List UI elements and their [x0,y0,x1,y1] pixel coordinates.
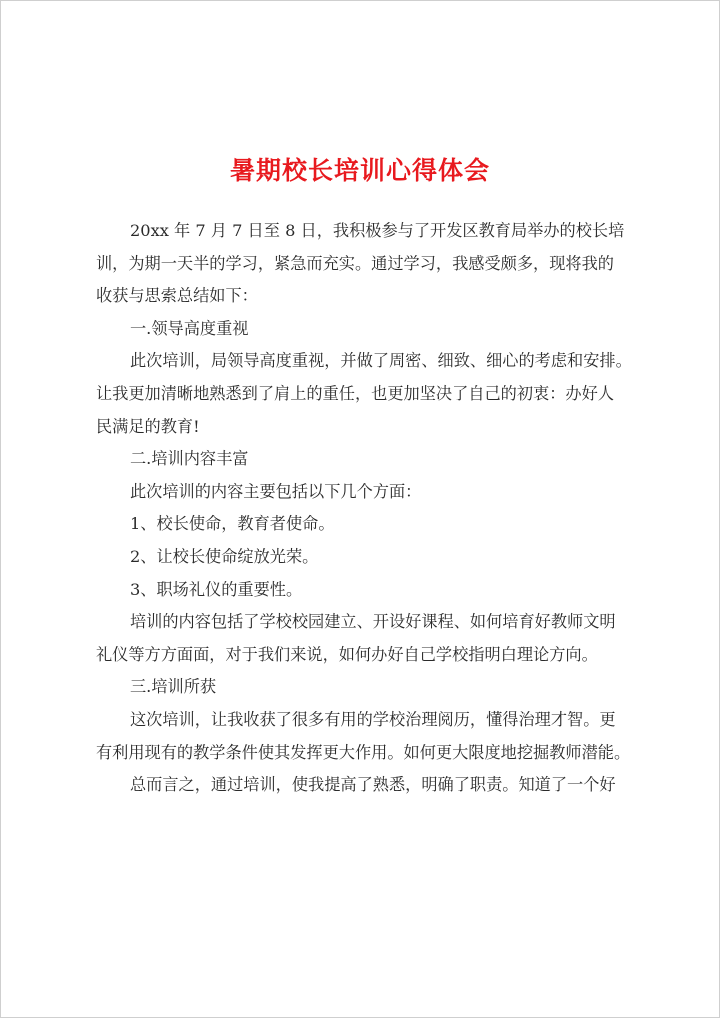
paragraph-intro [96,215,630,313]
document-body [96,215,630,802]
list-item-3: 3、职场礼仪的重要性。 [130,579,303,599]
text-line: 培训的内容包括了学校校园建立、开设好课程、如何培育好教师文明 [130,612,616,632]
section-heading-1: 一.领导高度重视 [130,318,249,338]
section-heading-2: 二.培训内容丰富 [130,449,249,469]
list-item-2: 2、让校长使命绽放光荣。 [130,546,319,566]
paragraph-5 [96,769,630,802]
text-line: 20xx 年 7 月 7 日至 8 日，我积极参与了开发区教育局举办的校长培 [130,221,625,240]
text-line: 这次培训，让我收获了很多有用的学校治理阅历，懂得治理才智。更 [130,709,616,729]
paragraph-1 [96,345,630,443]
text-line: 总而言之，通过培训，使我提高了熟悉，明确了职责。知道了一个好 [130,775,616,795]
section-heading-3: 三.培训所获 [130,677,217,697]
document-title: 暑期校长培训心得体会 [229,156,490,185]
paragraph-4 [96,704,630,769]
text-line: 有利用现有的教学条件使其发挥更大作用。如何更大限度地挖掘教师潜能。 [96,742,631,762]
text-line: 礼仪等方方面面，对于我们来说，如何办好自己学校指明白理论方向。 [96,644,598,664]
text-line: 训，为期一天半的学习，紧急而充实。通过学习，我感受颇多，现将我的 [96,253,614,273]
text-line: 让我更加清晰地熟悉到了肩上的重任，也更加坚决了自己的初衷：办好人 [96,383,614,403]
text-line: 收获与思索总结如下： [96,286,258,306]
paragraph-3 [96,606,630,671]
text-line: 民满足的教育! [96,416,200,436]
paragraph-2: 此次培训的内容主要包括以下几个方面： [130,481,422,501]
text-line: 此次培训，局领导高度重视，并做了周密、细致、细心的考虑和安排。 [130,351,632,371]
list-item-1: 1、校长使命，教育者使命。 [130,514,335,534]
